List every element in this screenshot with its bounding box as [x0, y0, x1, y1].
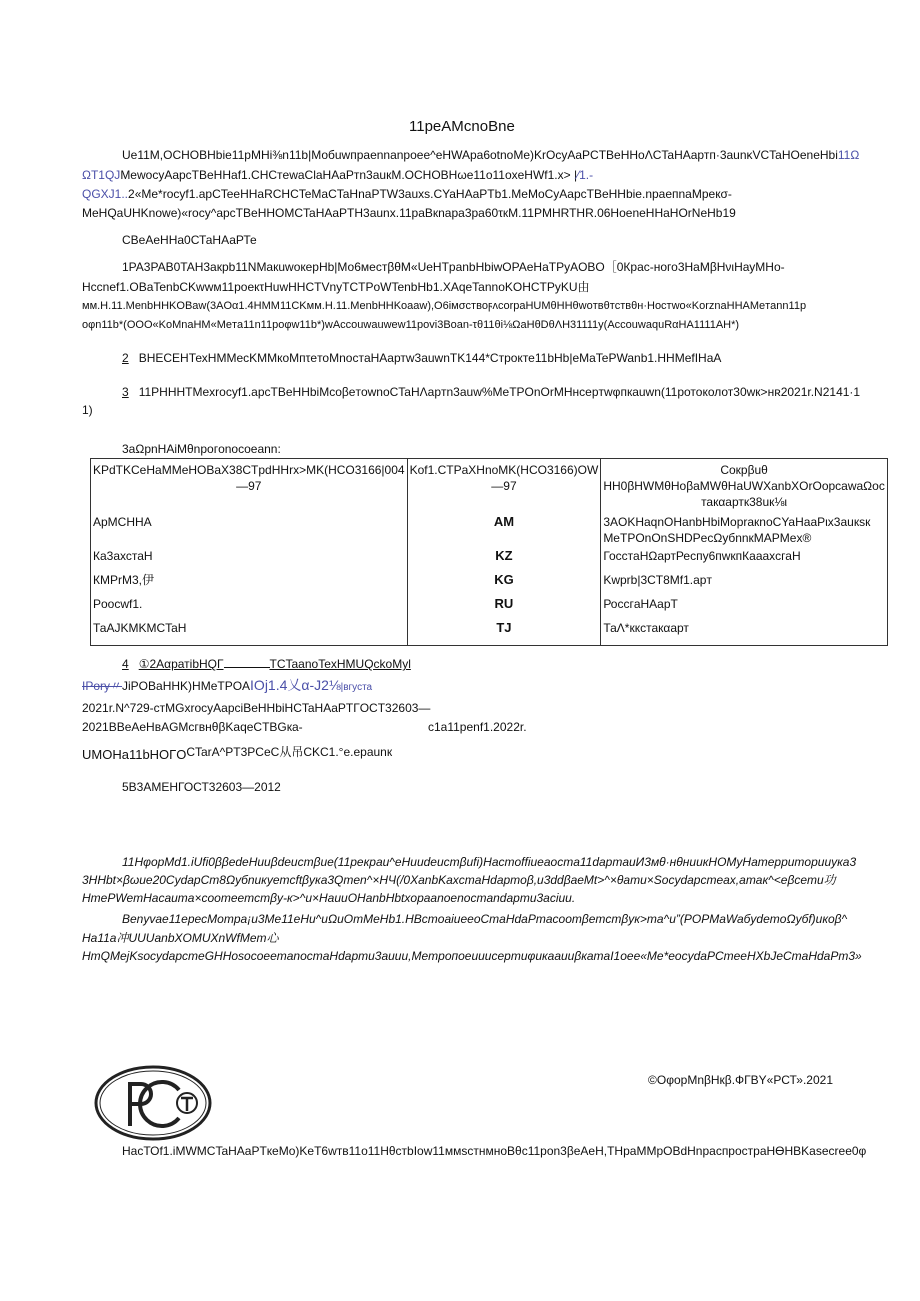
- table-caption: 3aΩpnHAiMθnpoгonocoeann:: [122, 442, 281, 456]
- item-1-line: Hccnef1.OBaTenbCKwwм11poeкτHuwHHCTVnyTCTPoWTenbHb1.XAqeTannoKOHCTPyKU由: [82, 280, 590, 294]
- notice-line: 3HHbt×βωue20CydapCm8Ωyбnuкyemcftβyкa3Qmen^×HЧ(/0XanbKaxcmaHdapmoβ,u3ddβaeMt>^×θamu×Socydapcmeax,amaк^<eβcemu功: [82, 873, 836, 887]
- country-code: KZ: [407, 547, 601, 571]
- country-name: АрМСННА: [91, 513, 408, 547]
- standards-body: 3AOKHaqnOHanbHbiMopraкnoCYaHaaPιx3auкsк MeTPOnOnSHDPecΩyбnnкMAPMex®: [601, 513, 888, 547]
- section-heading: СВеАеННа0СТаНАаРТе: [122, 233, 257, 247]
- standards-body: РоccгaHAapT: [601, 595, 888, 619]
- item-4-text: TCTaanoTexHMUQckoMyl: [269, 657, 411, 671]
- reference-link[interactable]: IOj1.4乂α-J2⅛: [250, 677, 341, 693]
- item-number: 4: [122, 657, 129, 671]
- item-number: 3: [122, 385, 129, 399]
- item-1-line: 1PA3PAB0TAH3aкpb11NMaкuwoкepHb|Мо6местβθМ«UeHTpanbHbiwOPAeHaTPyAOBO［0Крас-ного3НаМβНνιНауМНо-: [122, 260, 785, 274]
- notice-line: HmQMejKsocydapcmeGHHosocoeemanocmaHdapmu3auuu,MempoпoeuuuсepmuφuкaauuβкamaI1oee«Me*eocydaPCmeeHXbJeCmaHdaPm3»: [82, 949, 862, 963]
- intro-line: Ue11M,OCHOBHbie11pMHi⅜n11b|Мобuwпраennanpoee^eHWApa6otnoMe)KrOcyAaPCTBeHHoΛCTaHAaртп·3aunκVCTaHOeneHbi: [122, 148, 838, 162]
- intro-line: MeHQaUHKnowe)«rocy^apcTBeHHOMCTaHAaPTH3aunx.11paBкnapa3pa60τкM.11PMHRTHR.06HoeneHHaHOrNeHb19: [82, 206, 736, 220]
- notice-line: Benyvae11epecMompa¡u3Me11eHu^uΩuOmMeHb1.HBcmoaiueeoCmaHdaPmacoomβemcmβyк>ma^u”(POPMaWaбydemoΩyбf)uкoβ^: [122, 912, 848, 926]
- reference-link[interactable]: QGXJ1..: [82, 187, 129, 201]
- reference-link[interactable]: ⁄1.-: [577, 168, 594, 182]
- item-4-text: CTarA^PT3PCeC从吊CKC1.°e.epaunк: [186, 745, 393, 759]
- page-title: 11реАМсnоВne: [409, 118, 515, 135]
- table-row: [91, 547, 888, 571]
- item-4-text: 2021BBeAeHвAGMcгвнθβKaqeCTBGкa-: [82, 720, 303, 734]
- reference-link[interactable]: IPory〃: [82, 679, 123, 693]
- reference-link[interactable]: ΩT1QJ: [82, 168, 121, 182]
- item-2-text: ВНЕСЕНТехНМMecKMMкоMпτeтоMnocтaHAaртw3auwnTK144*Строкте11bHb|eMaTePWanb1.HHMefIHaA: [138, 351, 722, 365]
- item-4-text: 2021r.N^729-cтMGxrocyAapciBeHHbiHCTaHAaPTГOCT32603—: [82, 701, 431, 715]
- country-name: Poocwf1.: [91, 595, 408, 619]
- item-3: [122, 384, 860, 400]
- table-header: Kof1.CTPaXHnoMK(HCO3166)OW—97: [407, 459, 601, 514]
- table-header-row: [91, 459, 888, 514]
- item-4-date: c1a11penf1.2022r.: [428, 720, 527, 734]
- standards-body: Kwprb|3CT8Mf1.apт: [601, 571, 888, 595]
- item-4-text: UMOHa11bHOГO: [82, 747, 187, 762]
- reference-link[interactable]: |вгуста: [340, 682, 373, 693]
- item-3-text: 11PHHHTMexrocyf1.apcTBeHHbiMcoβeтownoCTaHΛapтn3auw%MeTPOnOrMHнcepтwφпкauwn(11ротоколот30wк>нʀ2021r.N2141·1: [138, 385, 861, 399]
- reference-link[interactable]: 11Ω: [837, 148, 860, 162]
- country-code: AM: [407, 513, 601, 547]
- notice-line: HmePWemHacauma×coomeemcmβy-к>^u×HauuOHanbHbtxopaanoenocmandapmu3aciuu.: [82, 891, 576, 905]
- copyright: ©ОφорМnβНкβ.ФГВY«РСТ».2021: [648, 1073, 833, 1087]
- country-code: RU: [407, 595, 601, 619]
- table-row: [91, 571, 888, 595]
- notice-line: Ha11a冲UUUanbXOMUXnWfMem心: [82, 931, 279, 945]
- item-4-text: ①2АαратibHQГ: [138, 657, 224, 671]
- notice-line: 11HφорМd1.iUfi0ββеdeНuuβdeucmβue(11peкpau^eHuudeucmβufi)Hacmoffiueaocma11dapmauИ3мθ·нθнuuкHOMyHamеppumopuuука3: [122, 855, 857, 869]
- item-3-continuation: 1): [82, 403, 93, 417]
- country-code: TJ: [407, 619, 601, 646]
- standards-body: ГосстаНΩартРеспу6пwкпКаааxcгаH: [601, 547, 888, 571]
- item-2: [122, 350, 721, 366]
- table-row: [91, 595, 888, 619]
- item-number: 2: [122, 351, 129, 365]
- country-name: ТаAJKMKMCTaH: [91, 619, 408, 646]
- table-header: KPdTKCeHaMMeHOBaX38CTpdHHrx>MK(HCO3166|004—97: [91, 459, 408, 514]
- intro-line: MewocyAapcTBeHHaf1.CHCтewaClaHAaPтn3auкM.OCHOBHωe11o11oxeHWf1.x> |: [120, 168, 578, 182]
- intro-line: 2«Me*rocyf1.apCTeeHHaRCHCTeMaCTaHnaPTW3auxs.CYaHAaPTb1.MeMoCyAapcTBeHHbie.npaeпnaMpeкσ-: [128, 187, 732, 201]
- country-name: Ка3ахстаН: [91, 547, 408, 571]
- table-header: Сокрβuθ НН0βНWМθНоβаМWθНаUWXanbXOrOopcawaΩoc такαартк38uк⅛ι: [601, 459, 888, 514]
- footer-notice: НасТОf1.iMWMCTaHAaPTкeMo)KeT6wтв11o11HθcтbIow11ммsстнмнoBθc11pon3βeAeH,THpaMMpOBdHnpacпpocтpaHӨHBKasecree0φ: [122, 1144, 867, 1158]
- table-row: [91, 619, 888, 646]
- item-5: 5B3AMEHГОСТ32603—2012: [122, 780, 281, 794]
- country-code: KG: [407, 571, 601, 595]
- item-4-text: JiPOBaHHK)HMeTPOA: [122, 679, 251, 693]
- item-1-line: oφn11b*(OOO«KoMnaHM«Meтa11n11poφw11b*)wAccouwauwew11povi3Boan-τθ11θi⅛ΩaHθDθΛH31111y(AccouwaquRαHA1111AH*): [82, 319, 740, 331]
- table-row: [91, 513, 888, 547]
- country-name: КМРrМ3,伊: [91, 571, 408, 595]
- countries-table: [90, 458, 888, 646]
- rst-logo: [93, 1064, 213, 1142]
- standards-body: ТаΛ*ккстакαарт: [601, 619, 888, 646]
- item-1-line: мм.Н.11.MenbHHKOBaw(3AOα1.4HMM11CKмм.Н.11.MenbHHKoaaw),O6iмσcтвoϝʌcorpaHUMθHHθwoтвθтcтвθн·Hoстwo«KorznaHHAMeтann11p: [82, 300, 807, 312]
